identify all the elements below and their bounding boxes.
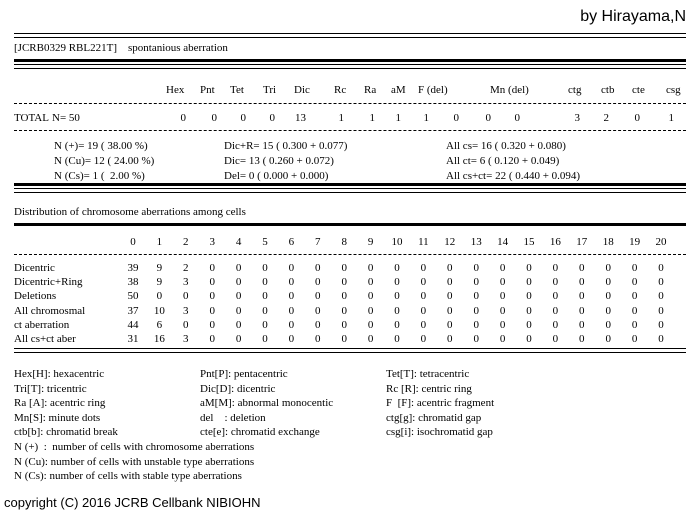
distribution-cell: 9: [156, 262, 163, 274]
distribution-cell: 0: [367, 304, 374, 317]
summary-col-header: csg: [666, 84, 681, 96]
header-divider: [14, 59, 686, 62]
distribution-cell: 0: [499, 290, 506, 303]
summary-value: 1: [423, 112, 429, 124]
distribution-cell: 0: [631, 333, 638, 345]
distribution-row-label: ct aberration: [14, 318, 70, 331]
distribution-cell: 0: [526, 276, 532, 289]
distribution-col-header: 17: [576, 236, 588, 248]
distribution-cell: 0: [579, 290, 585, 303]
distribution-cell: 0: [262, 304, 268, 317]
summary-col-header: ctb: [601, 84, 615, 96]
summary-value: 3: [574, 112, 580, 124]
stats-divider: [14, 183, 686, 186]
distribution-cell: 0: [235, 276, 242, 289]
distribution-cell: 0: [658, 276, 664, 289]
distribution-cell: 0: [605, 276, 611, 289]
distribution-cell: 0: [658, 262, 664, 274]
distribution-title: Distribution of chromosome aberrations among cells: [14, 206, 246, 218]
distribution-cell: 0: [288, 318, 295, 331]
distribution-cell: 0: [526, 304, 532, 317]
legend-entry: ctb[b]: chromatid break: [14, 426, 118, 439]
distribution-row-label: All cs+ct aber: [14, 333, 76, 345]
distribution-cell: 0: [658, 304, 664, 317]
distribution-cell: 0: [473, 262, 479, 274]
distribution-cell: 0: [631, 318, 638, 331]
summary-value: 0: [453, 112, 459, 124]
stat-line: N (Cs)= 1 ( 2.00 %): [54, 170, 145, 182]
summary-col-header: Rc: [334, 84, 347, 96]
distribution-cell: 0: [262, 333, 268, 345]
distribution-cell: 0: [420, 262, 427, 274]
distribution-cell: 0: [209, 262, 215, 274]
legend-entry: N (Cs): number of cells with stable type aberrations: [14, 470, 242, 483]
distribution-col-header: 5: [262, 236, 268, 248]
summary-col-header: Pnt: [200, 84, 215, 96]
distribution-cell: 0: [209, 304, 215, 317]
distribution-cell: 0: [447, 318, 453, 331]
legend-entry: N (Cu): number of cells with unstable type aberrations: [14, 455, 255, 468]
distribution-cell: 0: [447, 276, 453, 289]
legend-entry: Hex[H]: hexacentric: [14, 368, 105, 380]
summary-col-header: Tet: [230, 84, 244, 96]
summary-col-header: ctg: [568, 84, 582, 96]
distribution-cell: 0: [209, 318, 215, 331]
distribution-cell: 0: [473, 333, 479, 345]
summary-col-header: Mn (del): [490, 84, 529, 96]
summary-col-header: F (del): [418, 84, 448, 96]
distribution-cell: 0: [499, 262, 506, 274]
distribution-cell: 0: [341, 333, 347, 345]
distribution-cell: 0: [235, 290, 242, 303]
stat-line: Del= 0 ( 0.000 + 0.000): [224, 170, 329, 182]
distribution-cell: 0: [579, 333, 585, 345]
distribution-cell: 0: [552, 276, 559, 289]
distribution-cell: 50: [127, 290, 139, 303]
distribution-col-header: 4: [235, 236, 242, 248]
distribution-divider: [14, 223, 686, 226]
distribution-cell: 16: [153, 333, 165, 345]
distribution-cell: 3: [183, 304, 189, 317]
distribution-col-header: 12: [444, 236, 456, 248]
distribution-col-header: 0: [130, 236, 136, 248]
distribution-cell: 0: [394, 262, 400, 274]
distribution-col-header: 3: [209, 236, 215, 248]
distribution-col-header: 14: [497, 236, 509, 248]
summary-value: 2: [603, 112, 609, 124]
report-header: [JCRB0329 RBL221T] spontanious aberration: [14, 42, 228, 54]
distribution-cell: 44: [127, 318, 139, 331]
distribution-cell: 0: [526, 290, 532, 303]
summary-value: 1: [369, 112, 375, 124]
distribution-cell: 0: [262, 262, 268, 274]
distribution-col-header: 10: [391, 236, 403, 248]
summary-dash-2: [14, 130, 686, 131]
legend-entry: cte[e]: chromatid exchange: [200, 426, 320, 439]
distribution-cell: 2: [183, 262, 189, 274]
distribution-cell: 0: [631, 262, 638, 274]
stat-line: All cs+ct= 22 ( 0.440 + 0.094): [446, 170, 581, 182]
distribution-cell: 0: [156, 290, 163, 303]
distribution-cell: 0: [420, 304, 427, 317]
distribution-cell: 0: [552, 262, 559, 274]
summary-row-label: TOTAL: [14, 112, 49, 124]
distribution-cell: 0: [631, 304, 638, 317]
distribution-cell: 0: [367, 276, 374, 289]
distribution-cell: 0: [420, 318, 427, 331]
legend-entry: N (+) : number of cells with chromosome aberrations: [14, 441, 255, 453]
distribution-cell: 0: [605, 304, 611, 317]
summary-n-label: N= 50: [52, 112, 80, 124]
distribution-cell: 0: [631, 276, 638, 289]
summary-value: 0: [211, 112, 217, 124]
distribution-cell: 0: [473, 276, 479, 289]
summary-value: 1: [668, 112, 674, 124]
distribution-cell: 9: [156, 276, 163, 289]
distribution-col-header: 1: [156, 236, 163, 248]
distribution-cell: 0: [315, 276, 321, 289]
distribution-cell: 0: [209, 333, 215, 345]
distribution-cell: 0: [499, 304, 506, 317]
distribution-cell: 0: [473, 290, 479, 303]
distribution-cell: 0: [235, 304, 242, 317]
summary-value: 13: [295, 112, 306, 124]
summary-value: 0: [514, 112, 520, 124]
distribution-cell: 0: [473, 304, 479, 317]
distribution-row-label: Dicentric+Ring: [14, 276, 83, 289]
distribution-cell: 0: [262, 290, 268, 303]
summary-col-header: aM: [391, 84, 406, 96]
legend-entry: Ra [A]: acentric ring: [14, 397, 106, 410]
author-credit: by Hirayama,N: [580, 8, 686, 25]
distribution-cell: 0: [288, 276, 295, 289]
distribution-dash: [14, 254, 686, 255]
summary-value: 0: [634, 112, 640, 124]
distribution-col-header: 13: [470, 236, 482, 248]
legend-entry: csg[i]: isochromatid gap: [386, 426, 493, 439]
distribution-cell: 0: [315, 290, 321, 303]
distribution-cell: 0: [552, 290, 559, 303]
stat-line: N (Cu)= 12 ( 24.00 %): [54, 155, 155, 167]
distribution-col-header: 11: [418, 236, 429, 248]
legend-entry: Tri[T]: tricentric: [14, 382, 87, 395]
distribution-cell: 0: [526, 318, 532, 331]
distribution-cell: 0: [499, 333, 506, 345]
distribution-cell: 0: [367, 333, 374, 345]
summary-col-header: Hex: [166, 84, 185, 96]
distribution-row-label: Deletions: [14, 290, 57, 303]
distribution-cell: 0: [367, 262, 374, 274]
distribution-col-header: 9: [367, 236, 374, 248]
summary-col-header: Ra: [364, 84, 377, 96]
distribution-cell: 0: [235, 318, 242, 331]
distribution-cell: 0: [315, 304, 321, 317]
distribution-cell: 0: [341, 262, 347, 274]
distribution-cell: 0: [367, 290, 374, 303]
distribution-cell: 0: [262, 276, 268, 289]
distribution-cell: 0: [499, 276, 506, 289]
distribution-cell: 0: [367, 318, 374, 331]
legend-entry: Tet[T]: tetracentric: [386, 368, 470, 380]
distribution-cell: 0: [315, 333, 321, 345]
distribution-cell: 0: [499, 318, 506, 331]
summary-value: 0: [180, 112, 186, 124]
summary-dash: [14, 103, 686, 104]
distribution-cell: 0: [420, 333, 427, 345]
summary-col-header: Tri: [263, 84, 277, 96]
distribution-cell: 0: [605, 333, 611, 345]
distribution-cell: 3: [183, 276, 189, 289]
legend-entry: Dic[D]: dicentric: [200, 382, 276, 395]
distribution-cell: 0: [420, 290, 427, 303]
distribution-col-header: 19: [629, 236, 641, 248]
summary-value: 1: [338, 112, 344, 124]
distribution-cell: 10: [153, 304, 165, 317]
distribution-cell: 0: [341, 276, 347, 289]
distribution-col-header: 15: [523, 236, 535, 248]
summary-value: 0: [485, 112, 491, 124]
distribution-cell: 0: [288, 290, 295, 303]
distribution-cell: 0: [394, 290, 400, 303]
legend-entry: aM[M]: abnormal monocentic: [200, 397, 334, 410]
distribution-bottom: [14, 348, 686, 353]
distribution-cell: 0: [341, 290, 347, 303]
distribution-cell: 0: [394, 276, 400, 289]
stat-line: All ct= 6 ( 0.120 + 0.049): [446, 155, 560, 167]
distribution-cell: 0: [315, 262, 321, 274]
distribution-cell: 0: [447, 304, 453, 317]
stat-line: N (+)= 19 ( 38.00 %): [54, 140, 148, 152]
distribution-cell: 0: [605, 290, 611, 303]
distribution-cell: 0: [579, 276, 585, 289]
header-divider-2: [14, 64, 686, 69]
distribution-cell: 0: [579, 262, 585, 274]
distribution-cell: 0: [209, 290, 215, 303]
distribution-cell: 0: [526, 333, 532, 345]
distribution-col-header: 8: [341, 236, 347, 248]
distribution-cell: 0: [526, 262, 532, 274]
distribution-cell: 0: [473, 318, 479, 331]
distribution-cell: 0: [183, 290, 189, 303]
distribution-cell: 6: [156, 318, 163, 331]
summary-value: 1: [395, 112, 401, 124]
stat-line: Dic+R= 15 ( 0.300 + 0.077): [224, 140, 348, 152]
distribution-cell: 0: [447, 262, 453, 274]
legend-entry: F [F]: acentric fragment: [386, 397, 495, 410]
distribution-cell: 38: [127, 276, 139, 289]
summary-value: 0: [269, 112, 275, 124]
distribution-cell: 0: [658, 333, 664, 345]
distribution-col-header: 16: [549, 236, 561, 248]
distribution-cell: 0: [209, 276, 215, 289]
stat-line: Dic= 13 ( 0.260 + 0.072): [224, 155, 334, 167]
distribution-cell: 0: [552, 304, 559, 317]
distribution-cell: 0: [315, 318, 321, 331]
distribution-cell: 37: [127, 304, 139, 317]
distribution-cell: 0: [288, 304, 295, 317]
legend-entry: del : deletion: [200, 411, 266, 424]
distribution-cell: 0: [420, 276, 427, 289]
distribution-cell: 0: [605, 318, 611, 331]
copyright-text: copyright (C) 2016 JCRB Cellbank NIBIOHN: [4, 495, 261, 510]
distribution-cell: 3: [183, 333, 189, 345]
legend-entry: Mn[S]: minute dots: [14, 411, 101, 424]
distribution-cell: 0: [631, 290, 638, 303]
distribution-col-header: 18: [602, 236, 614, 248]
distribution-row-label: Dicentric: [14, 262, 55, 274]
stat-line: All cs= 16 ( 0.320 + 0.080): [446, 140, 566, 152]
distribution-cell: 39: [127, 262, 139, 274]
summary-value: 0: [240, 112, 246, 124]
distribution-cell: 0: [262, 318, 268, 331]
distribution-cell: 0: [235, 262, 242, 274]
distribution-cell: 31: [127, 333, 139, 345]
distribution-cell: 0: [658, 290, 664, 303]
summary-col-header: Dic: [294, 84, 310, 96]
distribution-cell: 0: [552, 318, 559, 331]
distribution-cell: 0: [579, 318, 585, 331]
distribution-col-header: 2: [183, 236, 189, 248]
distribution-cell: 0: [183, 318, 189, 331]
summary-col-header: cte: [632, 84, 645, 96]
stats-divider-2: [14, 188, 686, 193]
distribution-cell: 0: [447, 333, 453, 345]
distribution-cell: 0: [235, 333, 242, 345]
distribution-cell: 0: [579, 304, 585, 317]
legend-entry: ctg[g]: chromatid gap: [386, 411, 482, 424]
distribution-cell: 0: [447, 290, 453, 303]
distribution-cell: 0: [288, 333, 295, 345]
distribution-cell: 0: [341, 304, 347, 317]
distribution-cell: 0: [605, 262, 611, 274]
distribution-cell: 0: [394, 318, 400, 331]
distribution-cell: 0: [288, 262, 295, 274]
distribution-row-label: All chromosmal: [14, 304, 86, 317]
legend-entry: Pnt[P]: pentacentric: [200, 368, 288, 380]
distribution-col-header: 6: [288, 236, 295, 248]
distribution-cell: 0: [394, 333, 400, 345]
distribution-cell: 0: [341, 318, 347, 331]
distribution-col-header: 20: [655, 236, 667, 248]
distribution-cell: 0: [394, 304, 400, 317]
top-border: [14, 33, 686, 38]
distribution-col-header: 7: [315, 236, 321, 248]
distribution-cell: 0: [552, 333, 559, 345]
legend-entry: Rc [R]: centric ring: [386, 382, 472, 395]
distribution-cell: 0: [658, 318, 664, 331]
